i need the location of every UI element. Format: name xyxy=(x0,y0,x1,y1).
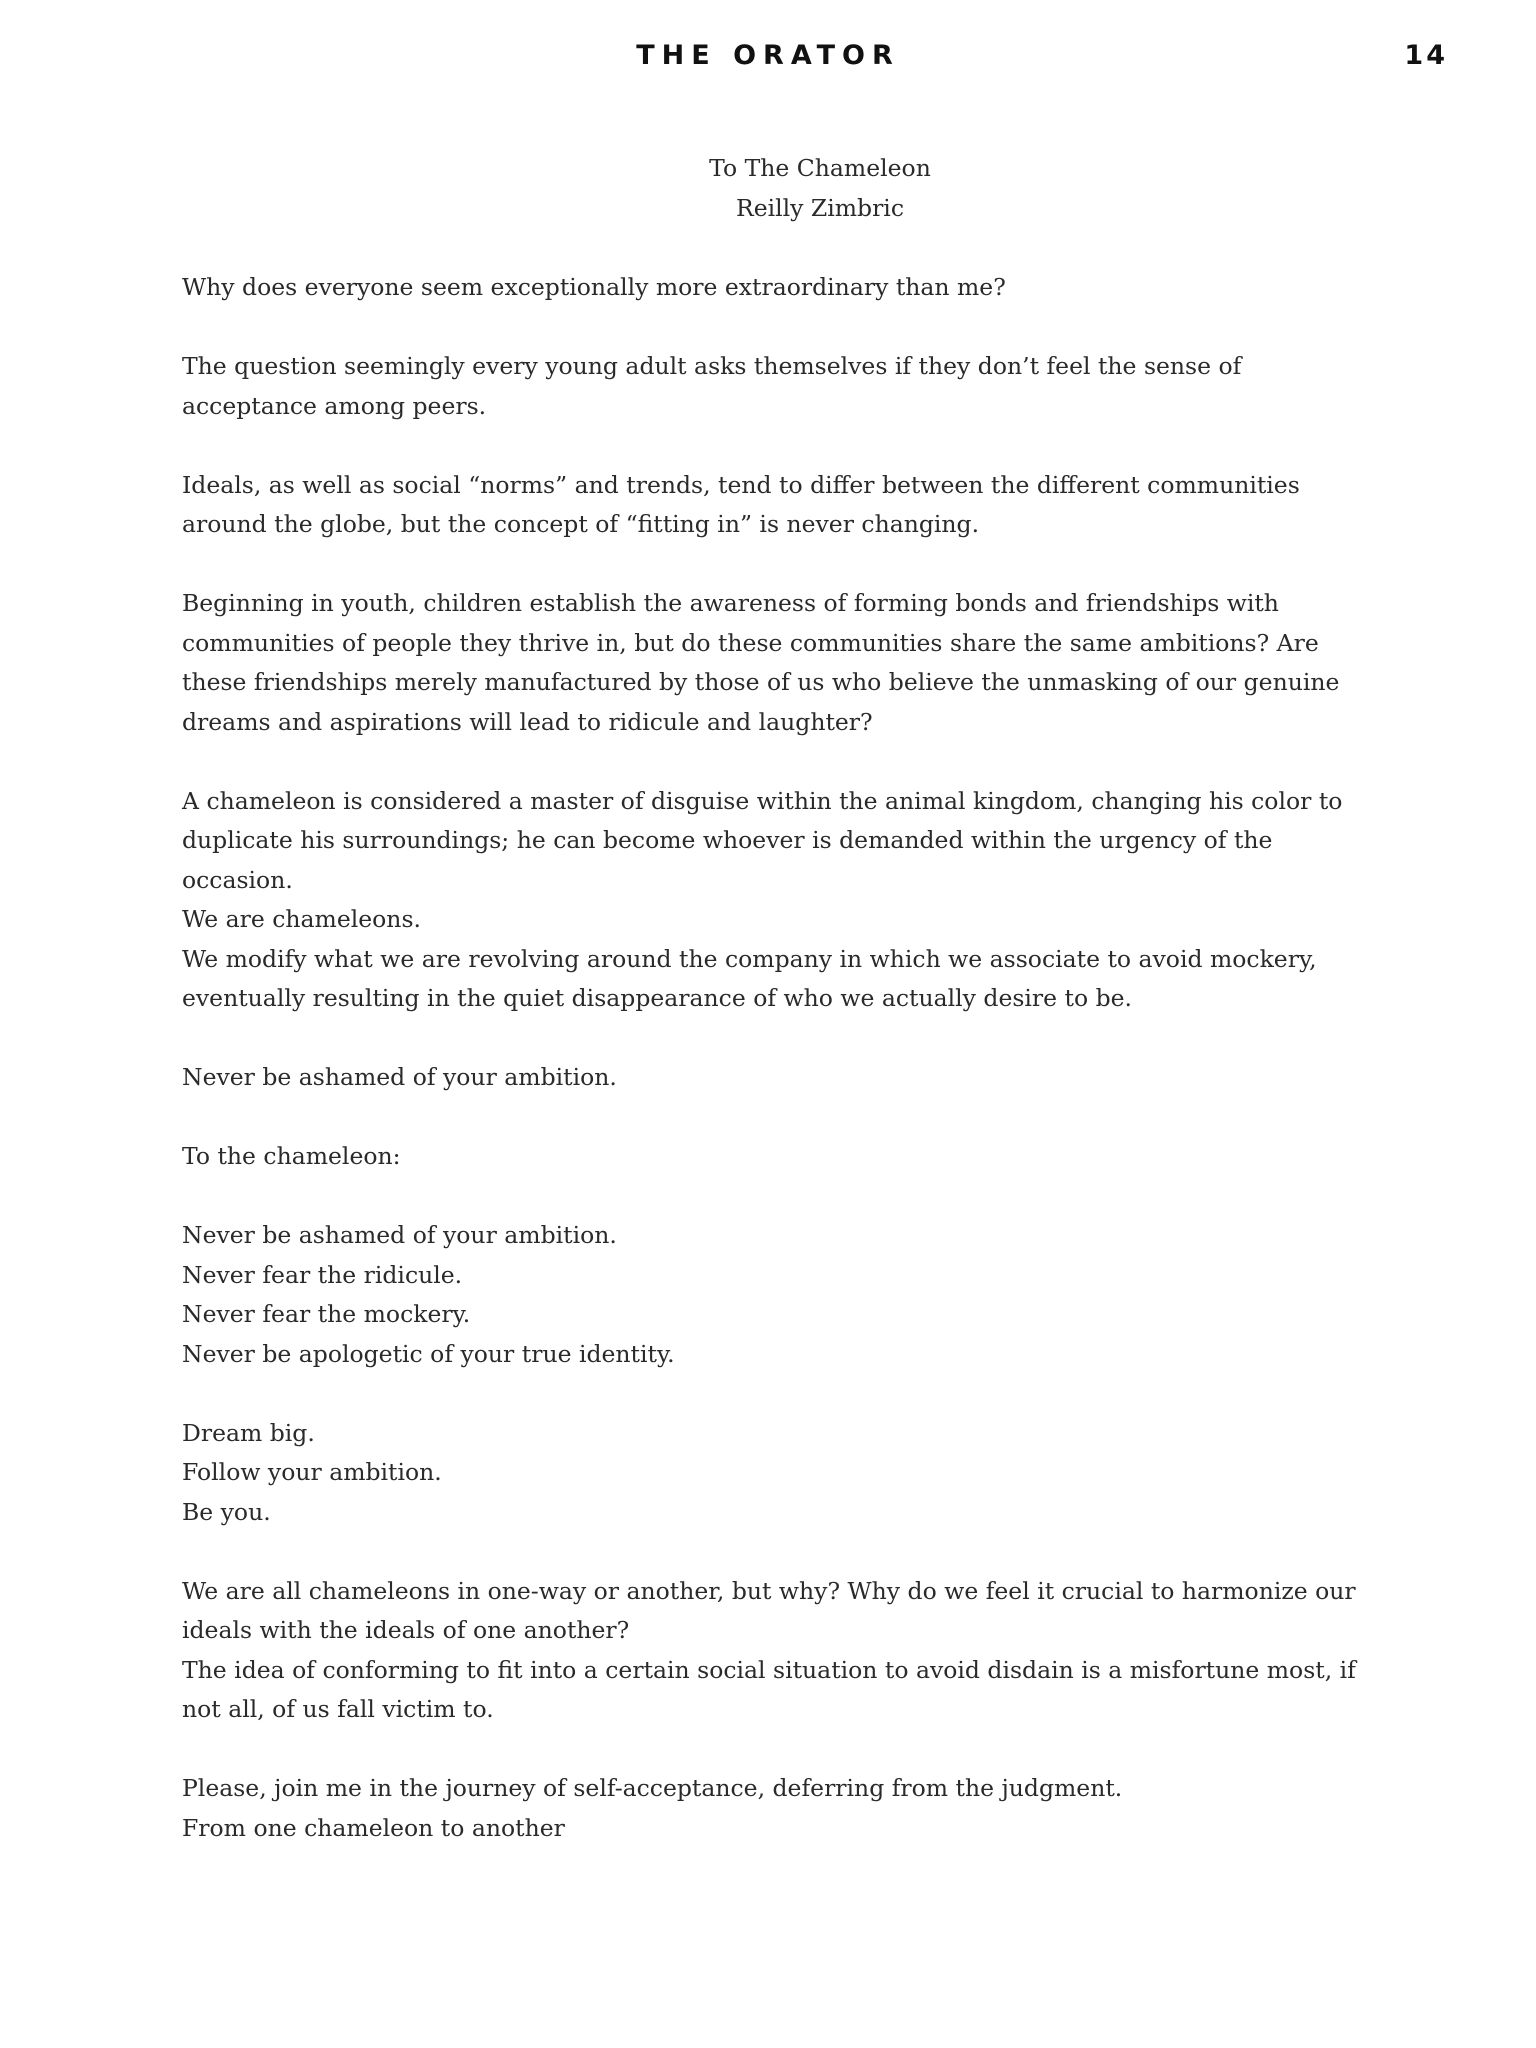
list-line: Never fear the ridicule. xyxy=(182,1260,463,1289)
paragraph: We are chameleons. xyxy=(182,905,421,933)
list-line: Be you. xyxy=(182,1497,271,1526)
paragraph: Please, join me in the journey of self-acceptance, deferring from the judgment. xyxy=(182,1774,1123,1802)
paragraph: The question seemingly every young adult asks themselves if they don’t feel the sense of acceptance among peers. xyxy=(182,352,1242,420)
article-author: Reilly Zimbric xyxy=(736,194,904,222)
list-line: Never be ashamed of your ambition. xyxy=(182,1221,617,1249)
list-line: Never be apologetic of your true identity. xyxy=(182,1339,675,1368)
paragraph: From one chameleon to another xyxy=(182,1813,565,1842)
paragraph: The idea of conforming to fit into a certain social situation to avoid disdain is a misfortune most, if not all, of us fall victim to. xyxy=(182,1655,1356,1723)
paragraph: We modify what we are revolving around the company in which we associate to avoid mockery, eventually resulting in the quiet disappearance of who we actually desire to be. xyxy=(182,944,1317,1012)
list-line: Dream big. xyxy=(182,1418,315,1447)
page-number: 14 xyxy=(1404,40,1448,71)
paragraph: Ideals, as well as social “norms” and trends, tend to differ between the different communities around the globe, but the concept of “fitting in” is never changing. xyxy=(182,470,1300,538)
publication-title: THE ORATOR xyxy=(636,40,900,71)
article-body xyxy=(182,268,1382,1848)
paragraph: We are all chameleons in one-way or another, but why? Why do we feel it crucial to harmonize our ideals with the ideals of one another? xyxy=(182,1576,1356,1644)
paragraph: Never be ashamed of your ambition. xyxy=(182,1063,617,1091)
paragraph: Beginning in youth, children establish the awareness of forming bonds and friendships with communities of people they thrive in, but do these communities share the same ambitions? Are these friendships merely manufactured by those of us who believe the unmasking of our genuine dreams and aspirations will lead to ridicule and laughter? xyxy=(182,589,1340,736)
paragraph: Why does everyone seem exceptionally more extraordinary than me? xyxy=(182,273,1006,301)
article-heading xyxy=(0,148,1536,228)
list-line: Never fear the mockery. xyxy=(182,1300,471,1328)
page-header xyxy=(0,40,1536,80)
article-title: To The Chameleon xyxy=(709,154,931,182)
list-line: Follow your ambition. xyxy=(182,1458,442,1486)
paragraph: To the chameleon: xyxy=(182,1142,401,1170)
paragraph: A chameleon is considered a master of disguise within the animal kingdom, changing his color to duplicate his surroundings; he can become whoever is demanded within the urgency of the occasion. xyxy=(182,786,1343,894)
